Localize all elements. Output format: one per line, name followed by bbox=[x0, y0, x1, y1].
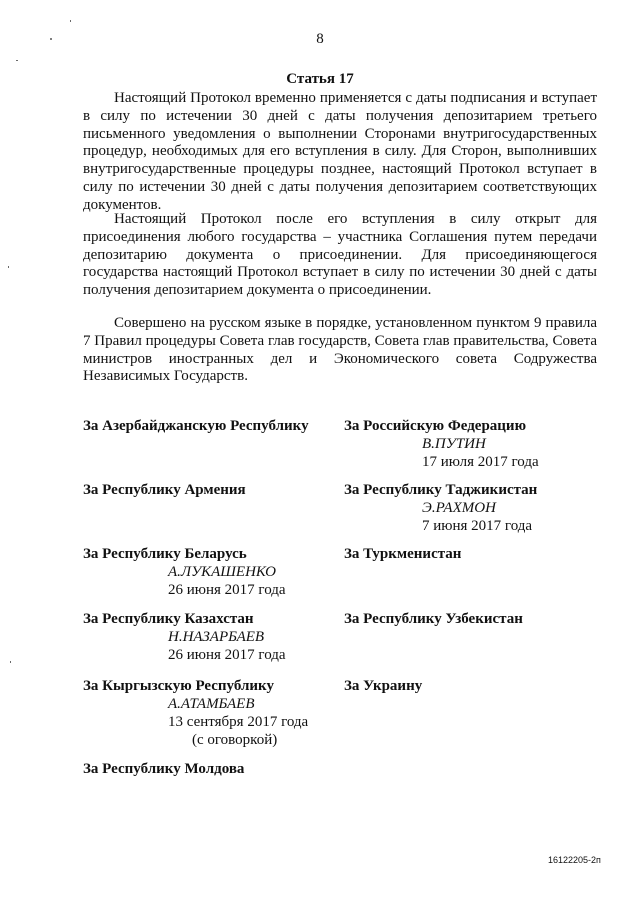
paragraph-done-in-russian: Совершено на русском языке в порядке, установленном пунктом 9 правила 7 Правил процедуры Совета глав государств, Совета глав правительства, Совета министров иностранных дел и Экономического совета Содружества Независимых Государств. bbox=[83, 315, 597, 385]
signing-date: 7 июня 2017 года bbox=[422, 518, 533, 534]
signing-date: 26 июня 2017 года bbox=[168, 647, 286, 663]
signature-block-kyrgyzstan bbox=[83, 677, 308, 749]
party-name: За Республику Таджикистан bbox=[344, 482, 538, 498]
signature-block-turkmenistan bbox=[344, 545, 461, 563]
signing-date: 26 июня 2017 года bbox=[168, 582, 286, 598]
signing-date: 17 июля 2017 года bbox=[422, 454, 539, 470]
scan-speck bbox=[8, 266, 9, 268]
party-name: За Республику Армения bbox=[83, 482, 246, 498]
signer-name: Э.РАХМОН bbox=[422, 500, 496, 516]
party-name: За Туркменистан bbox=[344, 546, 462, 562]
signature-block-ukraine bbox=[344, 677, 422, 695]
scan-speck bbox=[10, 661, 11, 663]
signer-name: Н.НАЗАРБАЕВ bbox=[168, 629, 265, 645]
document-code: 16122205-2п bbox=[548, 855, 601, 865]
article-title: Статья 17 bbox=[286, 71, 354, 87]
signature-block-azerbaijan bbox=[83, 417, 309, 435]
signature-block-armenia bbox=[83, 481, 246, 499]
reservation-note: (с оговоркой) bbox=[192, 732, 278, 748]
party-name: За Азербайджанскую Республику bbox=[83, 418, 309, 434]
signer-name: В.ПУТИН bbox=[422, 436, 486, 452]
signature-block-belarus bbox=[83, 545, 286, 599]
paragraph-entry-into-force: Настоящий Протокол временно применяется с даты подписания и вступает в силу по истечении 30 дней с даты получения депозитарием третьего письменного уведомления о выполнении Сторонами внутригосударственных процедур, необходимых для его вступления в силу. Для Сторон, выполнивших внутригосударственные процедуры позднее, настоящий Протокол вступает в силу по истечении 30 дней с даты получения депозитарием соответствующих документов. bbox=[83, 90, 597, 213]
party-name: За Украину bbox=[344, 678, 423, 694]
signature-block-moldova bbox=[83, 760, 244, 778]
party-name: За Российскую Федерацию bbox=[344, 418, 527, 434]
signature-block-uzbekistan bbox=[344, 610, 523, 628]
signing-date: 13 сентября 2017 года bbox=[168, 714, 309, 730]
scan-speck bbox=[70, 20, 71, 22]
party-name: За Кыргызскую Республику bbox=[83, 678, 274, 694]
page-number: 8 bbox=[316, 31, 324, 47]
signer-name: А.АТАМБАЕВ bbox=[168, 696, 255, 712]
paragraph-accession: Настоящий Протокол после его вступления в силу открыт для присоединения любого государства – участника Соглашения путем передачи депозитарию документа о присоединении. Для присоединяющегося государства настоящий Протокол вступает в силу по истечении 30 дней с даты получения депозитарием документа о присоединении. bbox=[83, 211, 597, 299]
party-name: За Республику Молдова bbox=[83, 761, 245, 777]
party-name: За Республику Казахстан bbox=[83, 611, 254, 627]
party-name: За Республику Беларусь bbox=[83, 546, 247, 562]
signature-block-russia bbox=[344, 417, 539, 471]
party-name: За Республику Узбекистан bbox=[344, 611, 523, 627]
signature-block-tajikistan bbox=[344, 481, 537, 535]
scan-speck bbox=[16, 60, 18, 61]
signature-block-kazakhstan bbox=[83, 610, 286, 664]
signer-name: А.ЛУКАШЕНКО bbox=[168, 564, 277, 580]
